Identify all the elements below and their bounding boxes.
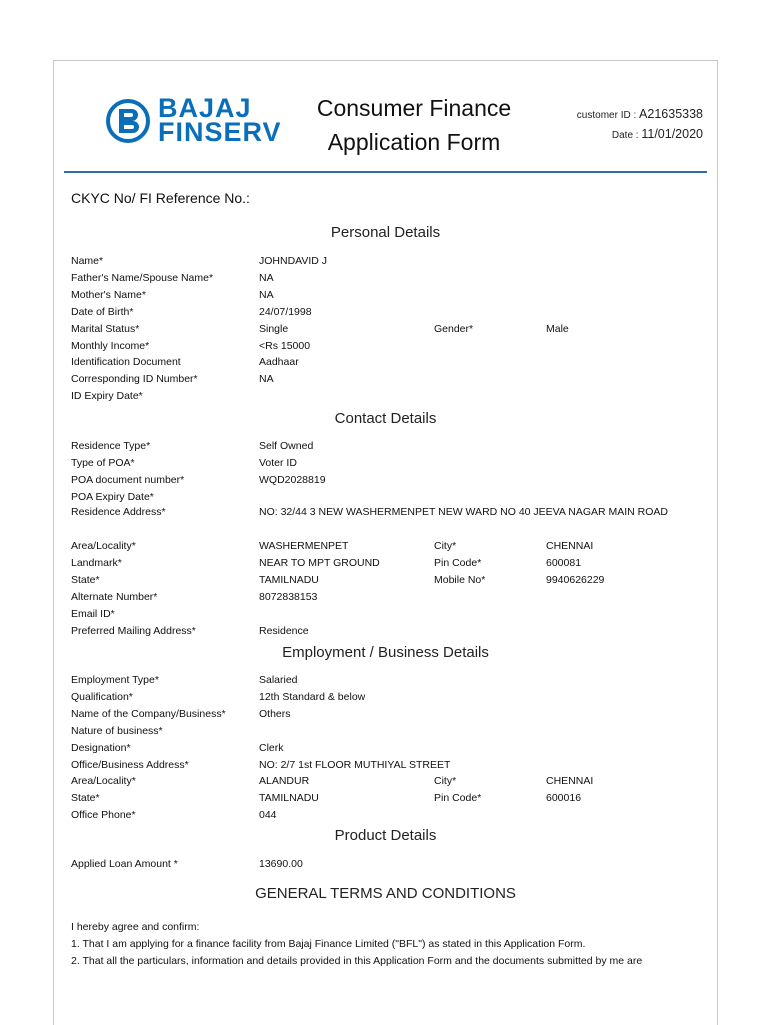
- field-row: [71, 455, 711, 472]
- field-label: ID Expiry Date*: [71, 390, 143, 403]
- field-row: [71, 572, 711, 589]
- field-value-secondary: CHENNAI: [546, 540, 594, 552]
- field-row: [71, 321, 711, 338]
- field-value: TAMILNADU: [259, 792, 319, 805]
- field-label: Designation*: [71, 741, 131, 754]
- field-label: Applied Loan Amount *: [71, 858, 178, 870]
- field-label: Identification Document: [71, 356, 181, 369]
- field-label: Email ID*: [71, 607, 115, 620]
- form-title-line-1: Consumer Finance: [316, 95, 512, 121]
- field-label: Date of Birth*: [71, 305, 134, 318]
- field-row: [71, 757, 711, 774]
- ckyc-reference-label: CKYC No/ FI Reference No.:: [71, 190, 250, 206]
- date-value: 11/01/2020: [641, 127, 703, 141]
- field-label: Office/Business Address*: [71, 758, 189, 771]
- field-label: Corresponding ID Number*: [71, 373, 198, 386]
- field-row: [71, 472, 711, 489]
- section-title-personal: Personal Details: [330, 224, 441, 241]
- date-line: [577, 125, 703, 145]
- field-row: [71, 706, 711, 723]
- field-label-secondary: Gender*: [434, 322, 474, 335]
- logo-wordmark: [158, 93, 282, 147]
- field-label: POA document number*: [71, 473, 185, 486]
- residence-address-value: NO: 32/44 3 NEW WASHERMENPET NEW WARD NO 40 JEEVA NAGAR MAIN ROAD: [259, 506, 668, 518]
- field-value-secondary: CHENNAI: [546, 775, 594, 788]
- header-divider: [64, 171, 707, 173]
- field-row: [71, 623, 711, 640]
- field-label-secondary: Pin Code*: [434, 556, 482, 569]
- field-label: Landmark*: [71, 556, 122, 569]
- field-row: [71, 555, 711, 572]
- field-row: [71, 388, 711, 405]
- field-value: 13690.00: [259, 858, 303, 870]
- field-label: State*: [71, 573, 100, 586]
- field-row: [71, 270, 711, 287]
- field-row: [71, 371, 711, 388]
- field-value-secondary: 600016: [546, 792, 582, 805]
- field-label-secondary: City*: [434, 775, 457, 788]
- field-label-secondary: Pin Code*: [434, 792, 482, 805]
- customer-id-line: [577, 105, 703, 125]
- field-row: [71, 672, 711, 689]
- section-title-employment: Employment / Business Details: [282, 644, 489, 661]
- section-title-contact: Contact Details: [334, 410, 437, 427]
- field-row: [71, 807, 711, 824]
- field-label: Area/Locality*: [71, 540, 136, 552]
- logo-line-2: FINSERV: [158, 117, 282, 147]
- terms-line: 1. That I am applying for a finance facility from Bajaj Finance Limited ("BFL") as stated in this Application Form.: [71, 938, 586, 950]
- field-label: Father's Name/Spouse Name*: [71, 271, 214, 284]
- field-label: Area/Locality*: [71, 775, 136, 788]
- customer-id-value: A21635338: [639, 107, 703, 121]
- field-value: <Rs 15000: [259, 339, 311, 352]
- field-label: Employment Type*: [71, 674, 159, 686]
- form-title: [299, 91, 529, 159]
- field-label: Alternate Number*: [71, 590, 158, 603]
- field-label: Type of POA*: [71, 456, 135, 469]
- field-label: Preferred Mailing Address*: [71, 624, 196, 637]
- terms-line: I hereby agree and confirm:: [71, 921, 200, 933]
- field-label: Office Phone*: [71, 809, 136, 822]
- bajaj-logo-icon: [106, 99, 150, 143]
- field-value: NA: [259, 271, 274, 284]
- customer-meta: [577, 105, 703, 145]
- form-title-line-2: Application Form: [327, 129, 501, 155]
- field-label: Residence Address*: [71, 506, 166, 518]
- field-label-secondary: Mobile No*: [434, 573, 486, 586]
- field-value: Others: [259, 707, 291, 720]
- field-label: Monthly Income*: [71, 339, 150, 352]
- field-row: [71, 740, 711, 757]
- field-value-secondary: Male: [546, 322, 569, 335]
- field-value: Salaried: [259, 674, 298, 686]
- field-value: ALANDUR: [259, 775, 310, 788]
- field-value: 8072838153: [259, 590, 318, 603]
- field-value: Residence: [259, 624, 309, 637]
- application-form-page: [53, 60, 718, 1025]
- field-value: Single: [259, 322, 289, 335]
- field-row: [71, 606, 711, 623]
- field-label: Name*: [71, 255, 104, 267]
- field-value-secondary: 9940626229: [546, 573, 605, 586]
- field-value: 24/07/1998: [259, 305, 312, 318]
- bajaj-finserv-logo: [106, 93, 286, 147]
- field-label-secondary: City*: [434, 540, 457, 552]
- field-value: TAMILNADU: [259, 573, 319, 586]
- field-row: [71, 438, 711, 455]
- field-value-secondary: 600081: [546, 556, 582, 569]
- terms-line: 2. That all the particulars, information and details provided in this Application Form and the documents submitted by me are: [71, 955, 643, 967]
- field-value: 044: [259, 809, 277, 822]
- field-row: [71, 253, 711, 270]
- field-value: Aadhaar: [259, 356, 299, 369]
- field-row: [71, 304, 711, 321]
- field-value: Voter ID: [259, 456, 297, 469]
- field-row: [71, 790, 711, 807]
- field-row: [71, 689, 711, 706]
- field-row: [71, 338, 711, 355]
- field-label: Name of the Company/Business*: [71, 707, 226, 720]
- section-title-product: Product Details: [334, 827, 437, 844]
- field-row: [71, 538, 711, 555]
- field-row: [71, 723, 711, 740]
- field-label: Qualification*: [71, 690, 133, 703]
- date-label: Date :: [611, 130, 642, 141]
- field-label: POA Expiry Date*: [71, 490, 154, 503]
- field-row: [71, 773, 711, 790]
- field-value: NEAR TO MPT GROUND: [259, 556, 380, 569]
- field-value: WQD2028819: [259, 473, 326, 486]
- field-value: WASHERMENPET: [259, 540, 349, 552]
- field-row: [71, 287, 711, 304]
- field-label: Marital Status*: [71, 322, 140, 335]
- field-row: [71, 589, 711, 606]
- field-row: [71, 354, 711, 371]
- field-label: Nature of business*: [71, 724, 163, 737]
- logo-line-1: BAJAJ: [158, 93, 252, 123]
- field-value: JOHNDAVID J: [259, 255, 328, 267]
- field-value: NO: 2/7 1st FLOOR MUTHIYAL STREET: [259, 758, 451, 771]
- section-title-terms: GENERAL TERMS AND CONDITIONS: [255, 885, 516, 902]
- customer-id-label: customer ID :: [576, 110, 640, 121]
- field-label: Residence Type*: [71, 440, 151, 452]
- field-row: [71, 856, 711, 873]
- field-value: Self Owned: [259, 440, 314, 452]
- field-value: NA: [259, 288, 274, 301]
- field-value: 12th Standard & below: [259, 690, 366, 703]
- field-value: NA: [259, 373, 274, 386]
- field-value: Clerk: [259, 741, 284, 754]
- field-label: Mother's Name*: [71, 288, 146, 301]
- field-label: State*: [71, 792, 100, 805]
